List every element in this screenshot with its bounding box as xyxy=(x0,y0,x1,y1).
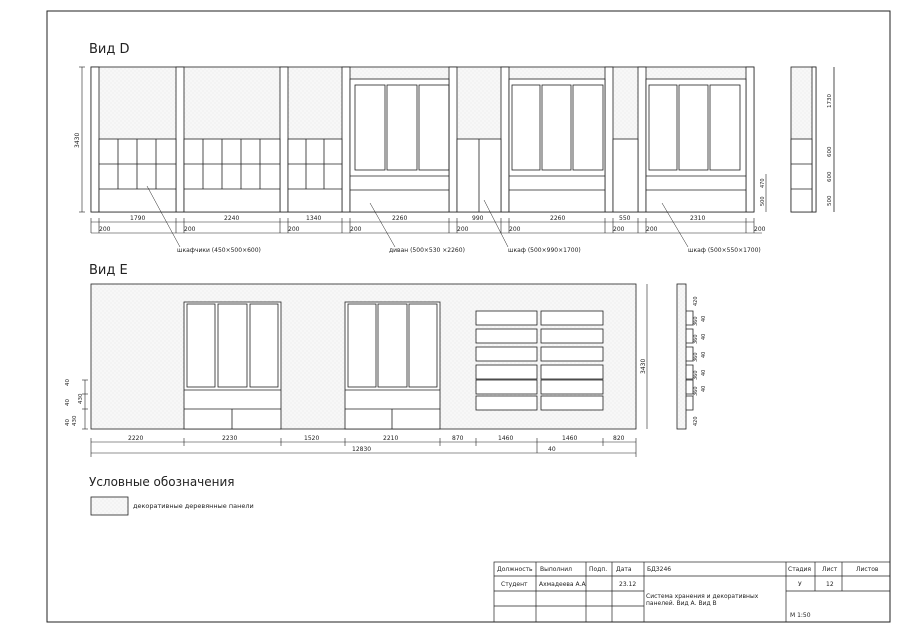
title-code: БДЗ246 xyxy=(647,566,672,573)
view-e-height-dim: 3430 xyxy=(640,358,647,374)
view-e-side-dim-1: 420 xyxy=(693,296,699,306)
view-d-span-8: 2310 xyxy=(690,215,706,222)
view-d-span-1: 1790 xyxy=(130,215,146,222)
view-e-elevation xyxy=(91,284,636,429)
view-e-title: Вид E xyxy=(89,263,128,278)
view-d-side-dim-1: 1730 xyxy=(827,94,833,108)
view-d-gap-8: 200 xyxy=(646,226,658,233)
view-d-side-dim-4: 500 xyxy=(827,195,833,206)
view-d-height-dim: 3430 xyxy=(74,132,81,148)
view-e-side-dim-9: 40 xyxy=(701,333,707,340)
view-d-span-6: 2260 xyxy=(550,215,566,222)
view-d-elevation xyxy=(91,67,754,212)
view-d-side-section xyxy=(791,67,834,212)
view-d-span-7: 550 xyxy=(619,215,631,222)
view-e-left-dim-2: 430 xyxy=(78,393,84,404)
view-e-side-section xyxy=(677,284,693,429)
view-e-left-dim-5: 40 xyxy=(65,419,71,426)
view-d-mid-dim-1: 470 xyxy=(760,178,766,188)
view-e-span-1: 2220 xyxy=(128,435,144,442)
view-d-label-sofa: диван (500×530 ×2260) xyxy=(389,247,465,254)
legend-swatch xyxy=(91,497,128,515)
view-e-span-5: 870 xyxy=(452,435,464,442)
view-e-side-dim-10: 40 xyxy=(701,351,707,358)
view-e-side-dim-3: 360 xyxy=(693,334,699,344)
view-d-gap-6: 200 xyxy=(509,226,521,233)
view-e-left-dim-4: 430 xyxy=(72,415,78,426)
legend-title: Условные обозначения xyxy=(89,475,235,489)
view-d-gap-9: 200 xyxy=(754,226,766,233)
view-e-side-dim-6: 360 xyxy=(693,386,699,396)
view-d-gap-3: 200 xyxy=(288,226,300,233)
view-e-side-dim-8: 40 xyxy=(701,315,707,322)
view-d-span-3: 1340 xyxy=(306,215,322,222)
title-header-stage: Стадия xyxy=(788,566,812,573)
view-d-mid-dim-2: 500 xyxy=(760,196,766,206)
title-stage: У xyxy=(798,581,802,588)
view-e-side-dim-2: 360 xyxy=(693,316,699,326)
view-d-title: Вид D xyxy=(89,42,130,57)
view-d-side-dim-3: 600 xyxy=(827,171,833,182)
view-d-span-2: 2240 xyxy=(224,215,240,222)
view-d-gap-1: 200 xyxy=(99,226,111,233)
view-e-side-dim-5: 360 xyxy=(693,370,699,380)
title-sheet: 12 xyxy=(826,581,834,588)
view-e-bottom-gap: 40 xyxy=(548,446,556,453)
view-e-span-3: 1520 xyxy=(304,435,320,442)
view-d-label-cabinet-2: шкаф (500×550×1700) xyxy=(688,247,761,254)
view-e-side-dim-11: 40 xyxy=(701,369,707,376)
title-header-sheets: Листов xyxy=(856,566,879,573)
view-e-side-dim-7: 420 xyxy=(693,416,699,426)
title-header-sheet: Лист xyxy=(822,566,838,573)
title-header-position: Должность xyxy=(497,566,533,573)
view-d-gap-2: 200 xyxy=(184,226,196,233)
view-e-side-dim-4: 360 xyxy=(693,352,699,362)
legend-item-label: декоративные деревянные панели xyxy=(133,502,254,510)
title-header-signature: Подп. xyxy=(589,566,608,573)
title-header-date: Дата xyxy=(616,566,632,573)
view-d-gap-4: 200 xyxy=(350,226,362,233)
view-e-span-6: 1460 xyxy=(498,435,514,442)
view-d-span-5: 990 xyxy=(472,215,484,222)
title-description: Система хранения и декоративных панелей. Вид А. Вид В xyxy=(646,593,759,607)
view-e-span-2: 2230 xyxy=(222,435,238,442)
view-d-label-lockers: шкафчики (450×500×600) xyxy=(177,247,261,254)
view-e-span-8: 820 xyxy=(613,435,625,442)
view-e-side-dim-12: 40 xyxy=(701,385,707,392)
title-scale: М 1:50 xyxy=(790,612,811,619)
view-d-side-dim-2: 600 xyxy=(827,146,833,157)
title-row-position: Студент xyxy=(501,581,528,588)
title-row-performed: Ахмадеева А.А xyxy=(539,581,586,588)
view-e-span-7: 1460 xyxy=(562,435,578,442)
view-e-total: 12830 xyxy=(352,446,372,453)
title-row-date: 23.12 xyxy=(619,581,637,588)
view-e-span-4: 2210 xyxy=(383,435,399,442)
view-d-span-4: 2260 xyxy=(392,215,408,222)
view-e-left-dim-3: 40 xyxy=(65,399,71,406)
title-header-performed: Выполнил xyxy=(540,566,572,573)
view-e-left-dim-1: 40 xyxy=(65,379,71,386)
view-d-label-cabinet-1: шкаф (500×990×1700) xyxy=(508,247,581,254)
view-d-gap-5: 200 xyxy=(457,226,469,233)
view-d-gap-7: 200 xyxy=(613,226,625,233)
